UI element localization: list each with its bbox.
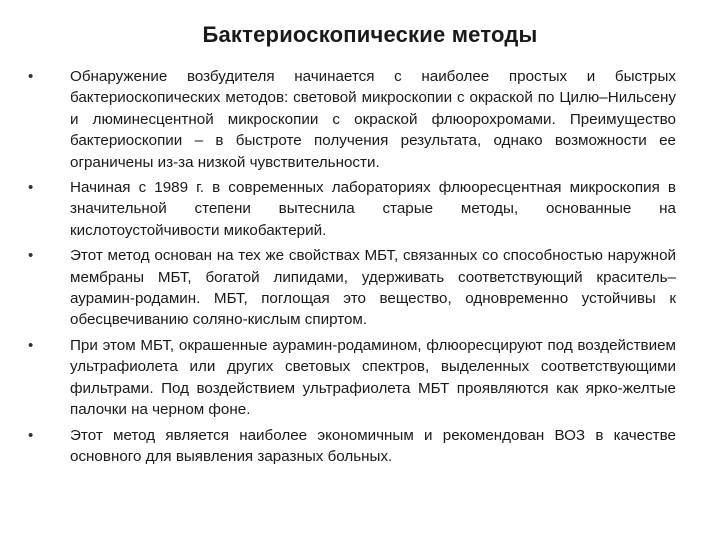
bullet-list (28, 66, 676, 471)
slide-title: Бактериоскопические методы (202, 22, 538, 47)
bullet-item-2 (28, 177, 676, 241)
bullet-icon: • (28, 426, 34, 444)
bullet-text: Этот метод является наиболее экономичным и рекомендован ВОЗ в качестве основного для выявления заразных больных. (70, 426, 676, 465)
bullet-text: При этом МБТ, окрашенные аурамин-родамином, флюоресцируют под воздействием ультрафиолета или других световых спектров, выделенных соответствующими фильтрами. Под воздействием ультрафиолета МБТ проявляются как ярко-желтые палочки на черном фоне. (70, 336, 676, 419)
bullet-text: Этот метод основан на тех же свойствах МБТ, связанных со способностью наружной мембраны МБТ, богатой липидами, удерживать соответствующий краситель– аурамин-родамин. МБТ, поглощая это вещество, одновременно устойчивы к обесцвечиванию солянo-кислым спиртом. (70, 247, 676, 329)
bullet-item-3 (28, 245, 676, 331)
bullet-text: Обнаружение возбудителя начинается с наиболее простых и быстрых бактериоскопических методов: световой микроскопии с окраской по Цилю–Нильсену и люминесцентной микроскопии с окраской флюорохромами. Преимущество бактериоскопии – в быстроте получения результата, однако возможности ее ограничены из-за низкой чувствительности. (70, 68, 676, 171)
bullet-icon: • (28, 336, 34, 354)
bullet-item-5 (28, 425, 676, 468)
bullet-icon: • (28, 68, 34, 85)
bullet-item-4 (28, 335, 676, 421)
bullet-icon: • (28, 247, 34, 265)
bullet-item-1 (28, 66, 676, 173)
bullet-icon: • (28, 179, 34, 197)
bullet-text: Начиная с 1989 г. в современных лабораториях флюоресцентная микроскопия в значительной степени вытеснила старые методы, основанные на кислотоустойчивости микобактерий. (70, 179, 676, 239)
